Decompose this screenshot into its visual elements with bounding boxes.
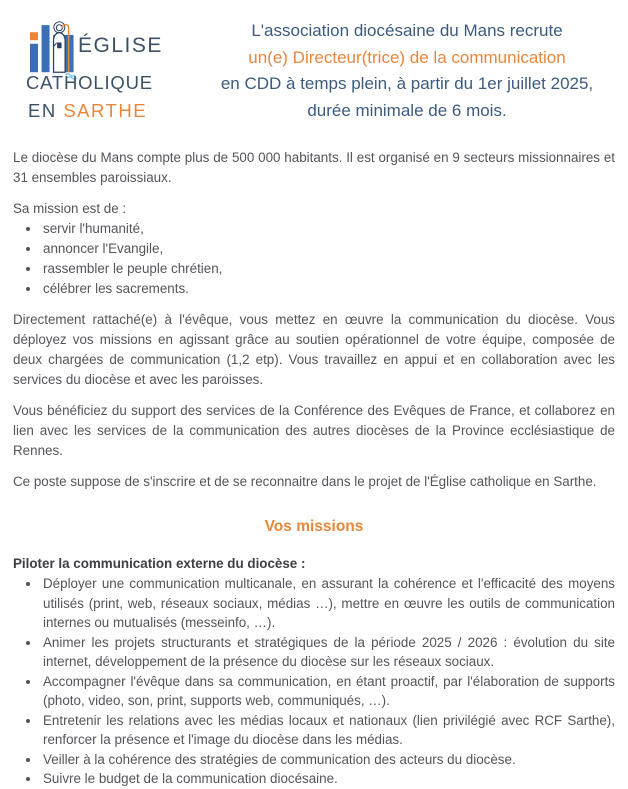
headline-line-1: L'association diocésaine du Mans recrute [251,21,563,40]
mission-list [13,219,615,299]
diocese-logo [28,14,196,138]
headline-line-4: durée minimale de 6 mois. [307,100,507,120]
list-item: • Veiller à la cohérence des stratégies de communication des acteurs du diocèse. [41,750,615,770]
logo-text-en-sarthe [28,100,147,122]
paragraph-role: Directement rattaché(e) à l'évêque, vous mettez en œuvre la communication du diocèse. Vous déployez vos missions en agissant grâce au soutien opérationnel de votre équipe, composée de deux chargées de communication (1,2 etp). Vous travaillez en appui et en collaboration avec les services du diocèse et avec les paroisses. [13,312,615,387]
list-item: • célébrer les sacrements. [41,279,615,299]
paragraph-diocese-intro: Le diocèse du Mans compte plus de 500 000 habitants. Il est organisé en 9 secteurs missionnaires et 31 ensembles paroissiaux. [13,150,615,185]
saint-figure [54,22,66,72]
document-body [0,148,628,789]
header-banner [0,0,628,148]
list-item: • Animer les projets structurants et stratégiques de la période 2025 / 2026 : évolution du site internet, développement de la présence du diocèse sur les réseaux sociaux. [41,633,615,672]
headline-line-2: un(e) Directeur(trice) de la communication [248,47,566,67]
list-item: • annoncer l'Evangile, [41,239,615,259]
list-item: • servir l'humanité, [41,219,615,239]
logo-text-catholique: CATHOLIQUE [26,72,153,93]
paragraph-project: Ce poste suppose de s'inscrire et de se reconnaitre dans le projet de l'Église catholique en Sarthe. [13,474,597,489]
list-item: • Accompagner l'évêque dans sa communication, en étant proactif, par l'élaboration de supports (photo, video, son, print, supports web, communiqués, …). [41,672,615,711]
paragraph-support: Vous bénéficiez du support des services de la Conférence des Evêques de France, et collaborez en lien avec les services de la communication des autres diocèses de la Province ecclésiastique de Rennes. [13,403,615,458]
headline-line-3: en CDD à temps plein, à partir du 1er juillet 2025, [220,74,594,93]
mission-lead: Sa mission est de : [13,201,127,216]
tasks-list [13,574,615,789]
subsection-piloter: Piloter la communication externe du diocèse : [13,556,306,571]
logo-bars [30,25,74,72]
job-headline [196,14,618,124]
list-item: • Déployer une communication multicanale, en assurant la cohérence et l'efficacité des moyens utilisés (print, web, réseaux sociaux, médias …), mettre en œuvre les outils de communication internes ou mutualisés (messeinfo, …). [41,574,615,633]
section-title-vos-missions: Vos missions [264,518,364,535]
logo-text-en: EN [28,100,64,121]
logo-text-eglise: ÉGLISE [78,34,163,57]
list-item: • Suivre le budget de la communication diocésaine. [41,769,615,789]
logo-text-sarthe: SARTHE [63,100,148,121]
list-item: • rassembler le peuple chrétien, [41,259,615,279]
list-item: • Entretenir les relations avec les médias locaux et nationaux (lien privilégié avec RCF Sarthe), renforcer la présence et l'image du diocèse dans les médias. [41,711,615,750]
